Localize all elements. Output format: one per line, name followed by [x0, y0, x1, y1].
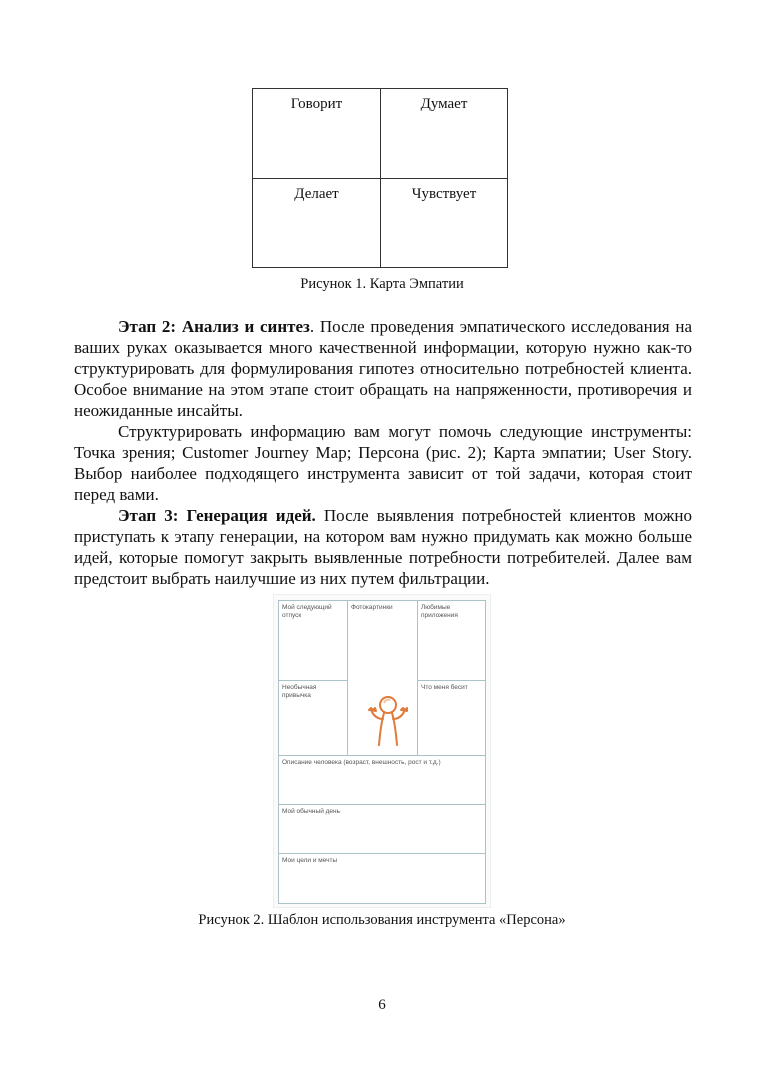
empathy-cell-feels: Чувствует [411, 186, 477, 202]
persona-cell-goals-dreams [279, 854, 485, 903]
persona-label: Любимые приложения [421, 604, 458, 619]
persona-cell-next-vacation [279, 601, 348, 681]
persona-cell-photos [348, 601, 418, 756]
empathy-cell-says: Говорит [253, 89, 381, 179]
persona-label: Мой следующий отпуск [282, 604, 332, 619]
body-text [74, 316, 692, 589]
persona-cell-unusual-habit [279, 681, 348, 756]
empathy-cell-thinks: Думает [381, 89, 507, 179]
persona-cell-favorite-apps [418, 601, 485, 681]
persona-label: Мои цели и мечты [282, 857, 338, 864]
persona-label: Мой обычный день [282, 808, 341, 815]
persona-label: Что меня бесит [421, 684, 468, 691]
persona-label: Фотокартинки [351, 604, 393, 611]
paragraph-tools [74, 421, 692, 505]
stage3-heading: Этап 3: Генерация идей. [118, 506, 316, 525]
stage2-text: . После проведения эмпатического исследования на ваших руках оказывается много качественной информации, которую нужно как-то структурировать для формулирования гипотез относительно потребностей клиента. Особое внимание на этом этапе стоит обращать на напряженности, противоречия и неожиданные инсайты. [74, 317, 692, 420]
tools-text: Структурировать информацию вам могут помочь следующие инструменты: Точка зрения; Customer Journey Map; Персона (рис. 2); Карта эмпатии; User Story. Выбор наиболее подходящего инструмента зависит от той задачи, которая стоит перед вами. [74, 422, 692, 504]
empathy-cell-does: Делает [253, 179, 381, 267]
figure2-caption: Рисунок 2. Шаблон использования инструмента «Персона» [198, 912, 566, 928]
stage2-heading: Этап 2: Анализ и синтез [118, 317, 310, 336]
persona-cell-what-annoys-me [418, 681, 485, 756]
persona-label: Необычная привычка [282, 684, 317, 699]
stage3-text: После выявления потребностей клиентов можно приступать к этапу генерации, на котором вам нужно придумать как можно больше идей, которые помогут закрыть выявленные потребности потребителей. Далее вам предстоит выбрать наилучшие из них путем фильтрации. [74, 506, 692, 588]
persona-template [278, 600, 486, 904]
empathy-map-table [252, 88, 508, 268]
persona-label: Описание человека (возраст, внешность, рост и т.д.) [282, 759, 441, 766]
persona-cell-typical-day [279, 805, 485, 854]
paragraph-stage3 [74, 505, 692, 589]
person-shrug-icon [364, 691, 410, 751]
figure1-caption: Рисунок 1. Карта Эмпатии [300, 276, 464, 292]
page-number: 6 [378, 997, 386, 1013]
paragraph-stage2 [74, 316, 692, 421]
persona-cell-person-description [279, 756, 485, 805]
